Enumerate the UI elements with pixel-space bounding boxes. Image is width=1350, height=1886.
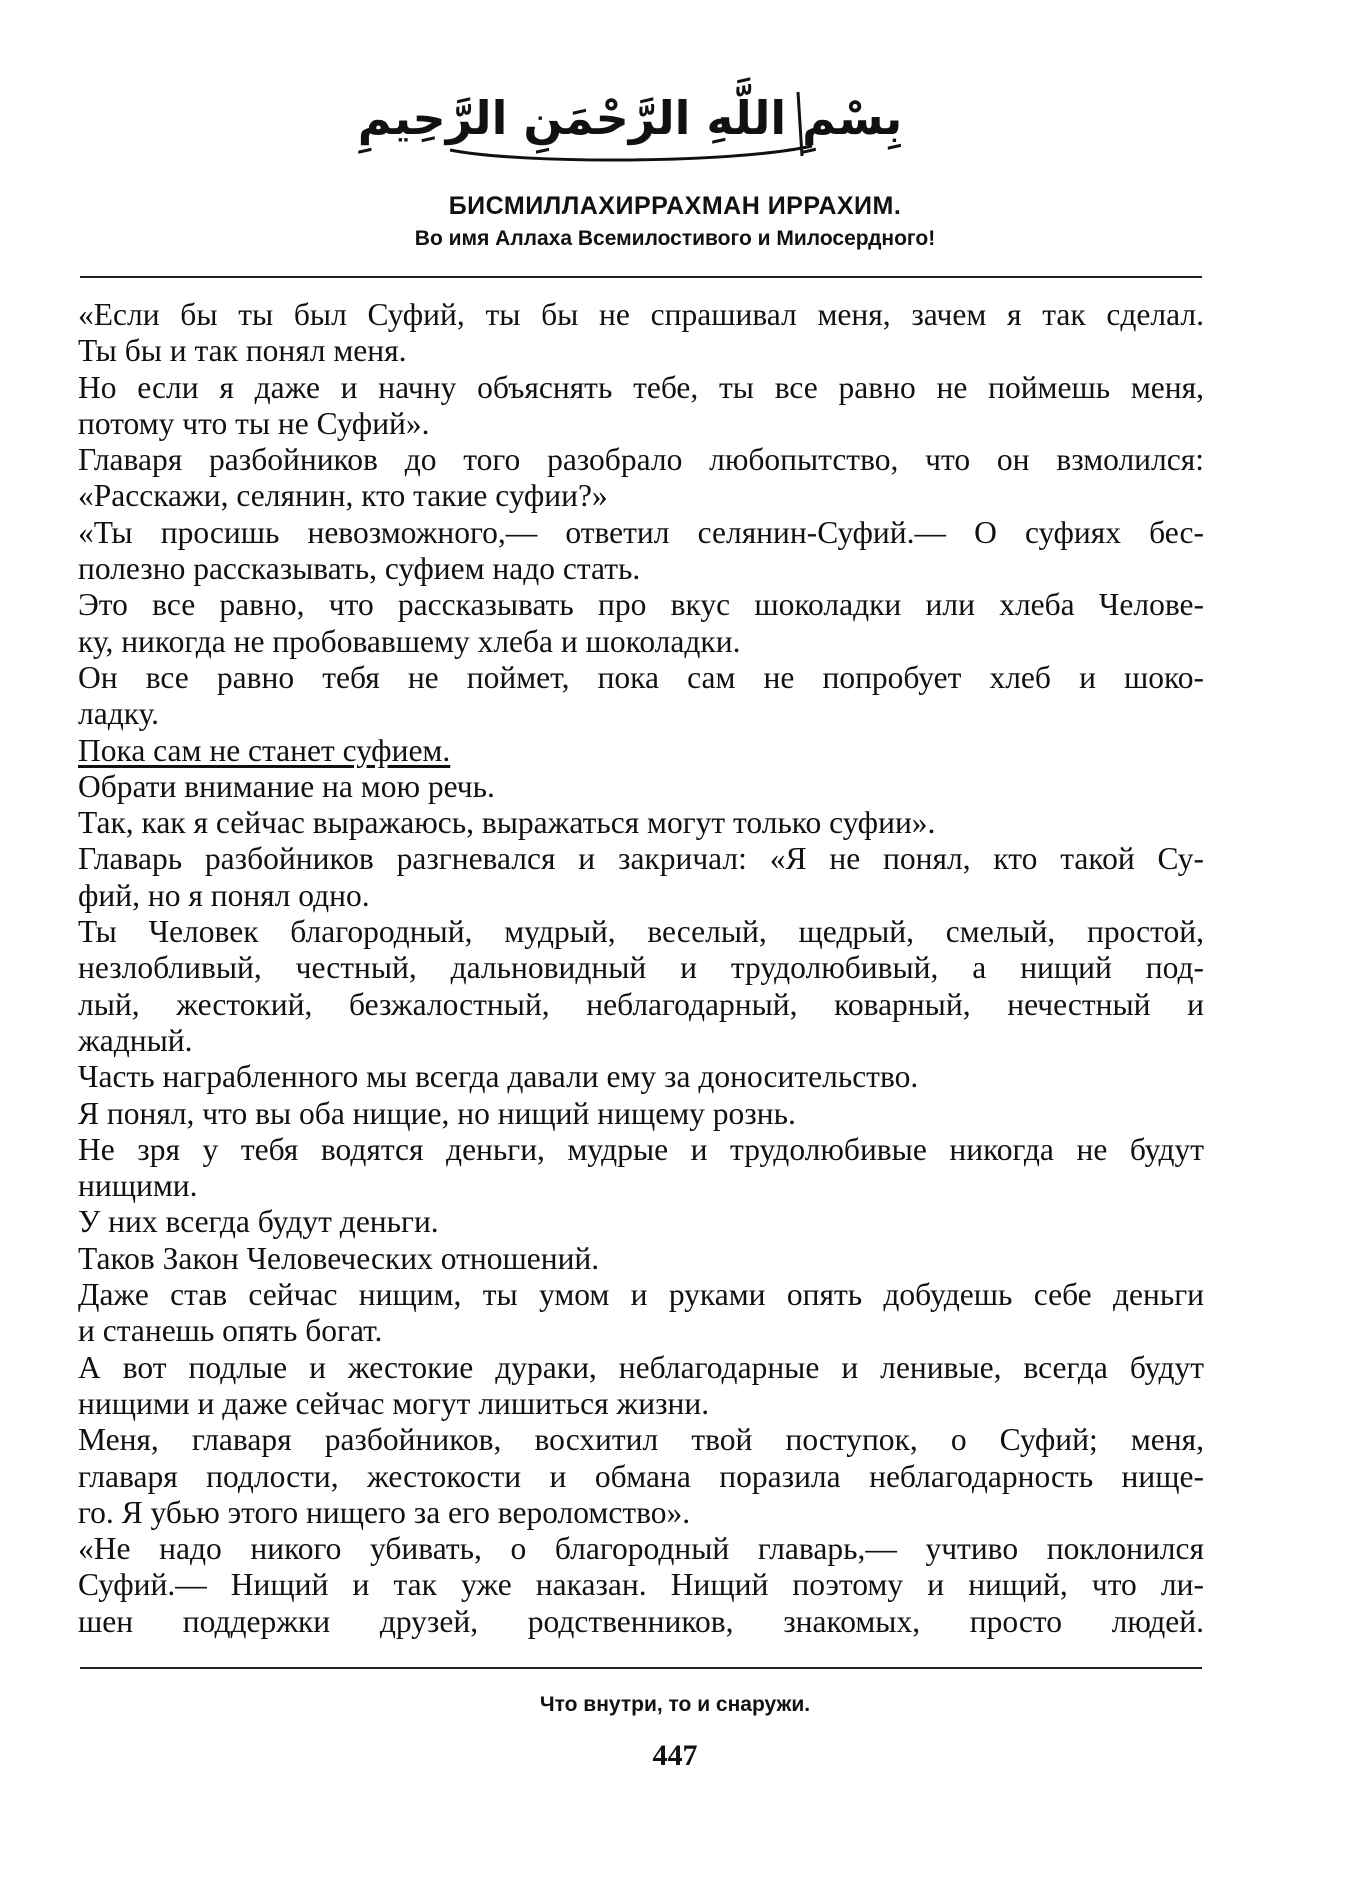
body-line: У них всегда будут деньги. [78, 1204, 439, 1240]
body-line: «Ты просишь невозможного,— ответил селянин-Суфий.— О суфиях бес- [78, 514, 1204, 550]
body-line: и станешь опять богат. [78, 1313, 383, 1349]
body-line: жадный. [78, 1022, 193, 1058]
body-line: Это все равно, что рассказывать про вкус шоколадки или хлеба Челове- [78, 587, 1204, 623]
body-line: Часть награбленного мы всегда давали ему за доносительство. [78, 1059, 919, 1095]
body-line: «Не надо никого убивать, о благородный главарь,— учтиво поклонился [78, 1531, 1204, 1567]
body-line: Обрати внимание на мою речь. [78, 768, 495, 804]
body-line: нищими. [78, 1168, 198, 1204]
body-line: ладку. [78, 696, 160, 732]
body-line: Главаря разбойников до того разобрало любопытство, что он взмолился: [78, 442, 1204, 478]
body-line: незлобливый, честный, дальновидный и трудолюбивый, а нищий под- [78, 950, 1204, 986]
body-line: полезно рассказывать, суфием надо стать. [78, 551, 641, 587]
body-line: Ты Человек благородный, мудрый, веселый, щедрый, смелый, простой, [78, 914, 1204, 950]
body-line: Ты бы и так понял меня. [78, 333, 407, 369]
svg-text:بِسْمِ اللَّهِ الرَّحْمَنِ الر: بِسْمِ اللَّهِ الرَّحْمَنِ الرَّحِيمِ [357, 91, 903, 145]
bismillah-title: БИСМИЛЛАХИРРАХМАН ИРРАХИМ. [448, 192, 902, 220]
body-line: Не зря у тебя водятся деньги, мудрые и трудолюбивые никогда не будут [78, 1131, 1204, 1167]
header-divider [80, 276, 1202, 278]
underlined-line [78, 733, 1204, 769]
body-line: Суфий.— Нищий и так уже наказан. Нищий поэтому и нищий, что ли- [78, 1567, 1204, 1603]
body-line: Так, как я сейчас выражаюсь, выражаться могут только суфии». [78, 805, 936, 841]
body-line: «Расскажи, селянин, кто такие суфии?» [78, 478, 608, 514]
body-line: Он все равно тебя не поймет, пока сам не попробует хлеб и шоко- [78, 659, 1204, 695]
body-line: потому что ты не Суфий». [78, 405, 430, 441]
body-line: нищими и даже сейчас могут лишиться жизни. [78, 1385, 710, 1421]
body-line: лый, жестокий, безжалостный, неблагодарный, коварный, нечестный и [78, 986, 1204, 1022]
body-line: го. Я убью этого нищего за его вероломство». [78, 1494, 691, 1530]
underlined-line-text: Пока сам не станет суфием. [78, 732, 451, 768]
body-line: Главарь разбойников разгневался и закричал: «Я не понял, кто такой Су- [78, 841, 1204, 877]
body-line: А вот подлые и жестокие дураки, неблагодарные и ленивые, всегда будут [78, 1349, 1204, 1385]
body-line: Я понял, что вы оба нищие, но нищий нищему рознь. [78, 1095, 796, 1131]
bismillah-calligraphy-image [357, 72, 903, 182]
body-line: Но если я даже и начну объяснять тебе, ты все равно не поймешь меня, [78, 369, 1204, 405]
body-text [78, 297, 1204, 1640]
body-line: ку, никогда не пробовавшему хлеба и шоколадки. [78, 623, 741, 659]
bismillah-subtitle: Во имя Аллаха Всемилостивого и Милосердного! [414, 227, 936, 250]
body-line: главаря подлости, жестокости и обмана поразила неблагодарность нище- [78, 1458, 1204, 1494]
body-line: Даже став сейчас нищим, ты умом и руками опять добудешь себе деньги [78, 1277, 1204, 1313]
body-line: Меня, главаря разбойников, восхитил твой поступок, о Суфий; меня, [78, 1422, 1204, 1458]
footer-motto: Что внутри, то и снаружи. [539, 1693, 811, 1716]
page-number: 447 [652, 1739, 698, 1772]
body-line: фий, но я понял одно. [78, 877, 370, 913]
body-line: «Если бы ты был Суфий, ты бы не спрашивал меня, зачем я так сделал. [78, 297, 1204, 332]
body-line: шен поддержки друзей, родственников, знакомых, просто людей. [78, 1603, 1204, 1639]
body-line: Таков Закон Человеческих отношений. [78, 1240, 600, 1276]
footer-divider [80, 1667, 1202, 1669]
